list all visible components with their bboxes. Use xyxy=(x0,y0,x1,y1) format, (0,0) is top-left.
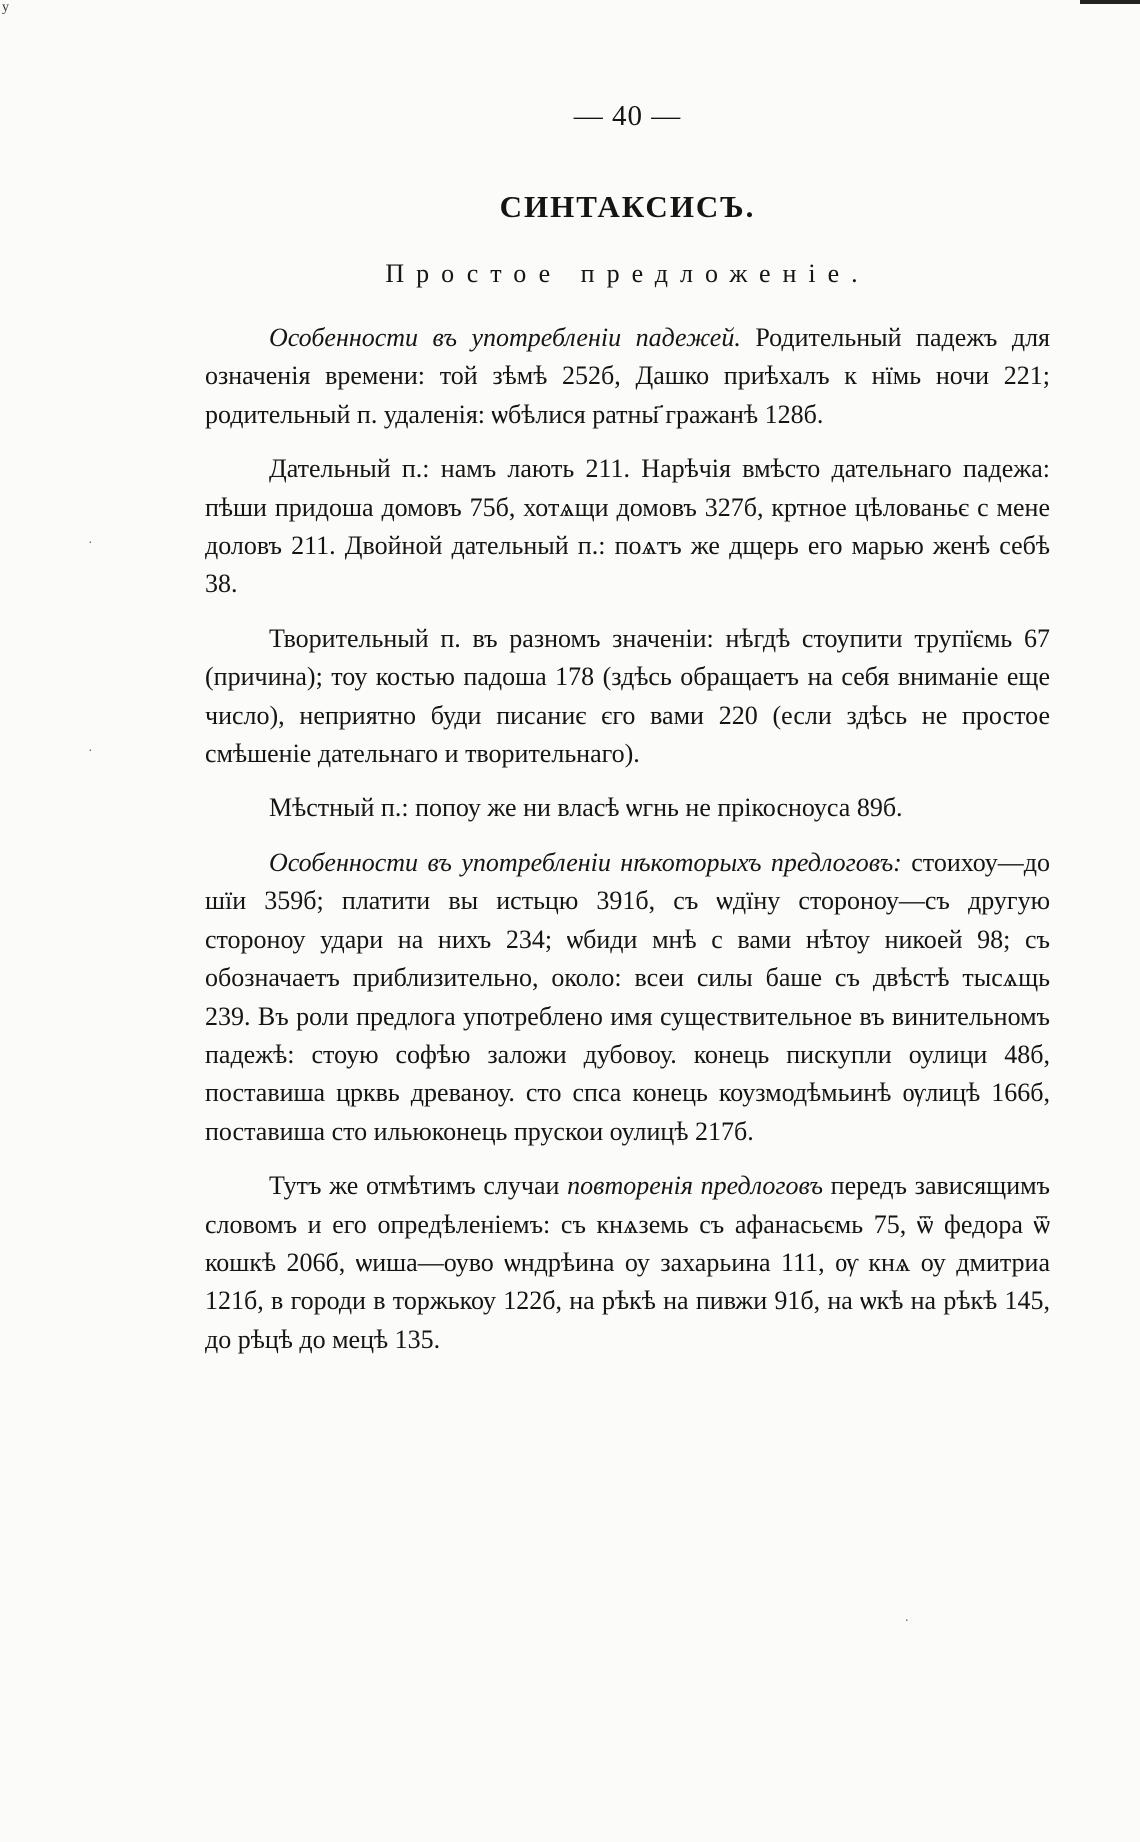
speck: . xyxy=(905,1610,909,1625)
document-page xyxy=(205,100,1050,1780)
paragraph-text: стоихоу—до шїи 359б; платити вы истьцю 391б, съ ѡдїну стороноу—съ другую стороноу удари на нихъ 234; ѡбиди мнѣ с вами нѣтоу никоей 98; съ обозначаетъ приблизительно, около: всеи силы баше съ двѣстѣ тысѧщь 239. Въ роли предлога употреблено имя существительное въ винительномъ падежѣ: стоую софѣю заложи дубовоу. конець пискупли оулици 48б, поставиша црквь древаноу. сто спса конець коузмодѣмьинѣ ѹлицѣ 166б, поставиша сто ильюконець прускои оулицѣ 217б. xyxy=(205,847,1050,1146)
paragraph-lead: Особенности въ употребленіи нѣкоторыхъ предлоговъ: xyxy=(269,847,902,877)
paragraph-text: Мѣстный п.: попоу же ни власѣ ѡгнь не прікосноуса 89б. xyxy=(269,793,903,823)
paragraph-cases-genitive xyxy=(205,319,1050,434)
paragraph-text: Родительный падежъ для означенія времени: той зѣмѣ 252б, Дашко приѣхалъ к нїмь ночи 221; родительный п. удаленія: ѡбѣлися ратны҃ гражанѣ 128б. xyxy=(205,323,1051,429)
section-title: СИНТАКСИСЪ. xyxy=(499,189,756,224)
paragraph-dative xyxy=(205,450,1050,604)
paragraph-text-after: передъ зависящимъ словомъ и его опредѣленіемъ: съ кнѧземь съ афанасьємь 75, ѿ федора ѿ кошкѣ 206б, ѡиша—оуво ѡндрѣина оу захарьина 111, ѹ кнѧ оу дмитриа 121б, в городи в торжькоу 122б, на рѣкѣ на пивжи 91б, на ѡкѣ на рѣкѣ 145, до рѣцѣ до мецѣ 135. xyxy=(205,1171,1051,1354)
paragraph-repeated-prepositions xyxy=(205,1167,1050,1359)
paragraph-instrumental xyxy=(205,620,1050,774)
edge-mark: у xyxy=(2,0,9,15)
paragraph-text: Творительный п. въ разномъ значеніи: нѣгдѣ стоупити трупїємь 67 (причина); тоу костью падоша 178 (здѣсь обращаетъ на себя вниманіе еще число), неприятно буди писаниє єго вами 220 (если здѣсь не простое смѣшеніе дательнаго и творительнаго). xyxy=(205,623,1050,769)
paragraph-prepositions xyxy=(205,844,1050,1151)
paragraph-lead-inline: повторенія предлоговъ xyxy=(567,1171,823,1201)
corner-line xyxy=(1080,0,1140,4)
page-number: — 40 — xyxy=(573,100,682,132)
paragraph-text-before: Тутъ же отмѣтимъ случаи xyxy=(269,1171,568,1201)
paragraph-locative xyxy=(205,789,1050,827)
paragraph-text: Дательный п.: намъ лають 211. Нарѣчія вмѣсто дательнаго падежа: пѣши придоша домовъ 75б, хотѧщи домовъ 327б, кртное цѣлованьє с мене доловъ 211. Двойной дательный п.: поѧтъ же дщерь его марью женѣ себѣ 38. xyxy=(205,454,1050,599)
speck: · xyxy=(88,536,93,551)
speck: · xyxy=(88,744,93,759)
paragraph-lead: Особенности въ употребленіи падежей. xyxy=(269,323,741,352)
section-subtitle: Простое предложеніе. xyxy=(385,259,870,288)
